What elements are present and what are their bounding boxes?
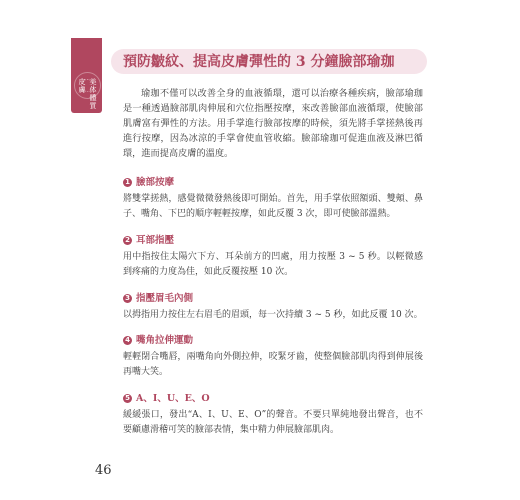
section-number-badge: 4 xyxy=(123,336,132,345)
section-number-badge: 5 xyxy=(123,394,132,403)
section-header xyxy=(123,176,423,190)
section-header xyxy=(123,334,423,348)
section-title: A、I、U、E、O xyxy=(136,393,210,404)
side-tab xyxy=(71,38,102,113)
section-title: 臉部按摩 xyxy=(136,177,175,188)
section-number-badge: 2 xyxy=(123,236,132,245)
section-5 xyxy=(123,392,423,438)
section-title: 指壓眉毛內側 xyxy=(136,293,194,304)
section-body: 將雙掌搓熱，感覺微微發熱後即可開始。首先，用手掌依照額頭、雙頰、鼻子、嘴角、下巴的順序輕輕按摩，如此反覆 3 次，即可使臉部溫熱。 xyxy=(123,194,423,219)
section-4 xyxy=(123,334,423,380)
section-number-badge: 3 xyxy=(123,294,132,303)
section-header xyxy=(123,234,423,248)
section-title: 嘴角拉伸運動 xyxy=(136,335,194,346)
section-3 xyxy=(123,292,423,323)
page-title: 預防皺紋、提高皮膚彈性的 3 分鐘臉部瑜珈 xyxy=(123,54,395,70)
intro-paragraph: 瑜珈不僅可以改善全身的血液循環，還可以治療各種疾病，臉部瑜珈是一種透過臉部肌肉伸展和穴位指壓按摩，來改善臉部血液循環，使臉部肌膚富有彈性的方法。用手掌進行臉部按摩的時候，須先將手掌搓熱後再進行按摩，因為冰涼的手掌會使血管收縮。臉部瑜珈可促進血液及淋巴循環，進而提高皮膚的溫度。 xyxy=(123,88,423,159)
section-number-badge: 1 xyxy=(123,178,132,187)
section-2 xyxy=(123,234,423,280)
section-header xyxy=(123,292,423,306)
section-body: 緩緩張口，發出“A、I、U、E、O”的聲音。不要只單純地發出聲音，也不要顧慮滑稽可笑的臉部表情，集中精力伸展臉部肌肉。 xyxy=(123,410,423,435)
section-body: 以拇指用力按住左右眉毛的眉頭，每一次持續 3 ~ 5 秒，如此反覆 10 次。 xyxy=(123,310,423,320)
section-body: 輕輕閉合嘴唇，兩嘴角向外側拉伸，咬緊牙齒，使整個臉部肌肉得到伸展後再嘴大笑。 xyxy=(123,352,423,377)
side-tab-text-1: 美体體質 xyxy=(89,78,97,110)
side-tab-text-2: 皮膚 xyxy=(78,78,86,94)
section-1 xyxy=(123,176,423,222)
page-number: 46 xyxy=(95,463,112,478)
section-header xyxy=(123,392,423,406)
section-body: 用中指按住太陽穴下方、耳朵前方的凹處，用力按壓 3 ~ 5 秒。以輕微感到疼痛的力度為佳，如此反覆按壓 10 次。 xyxy=(123,252,423,277)
section-title: 耳部指壓 xyxy=(136,235,175,246)
